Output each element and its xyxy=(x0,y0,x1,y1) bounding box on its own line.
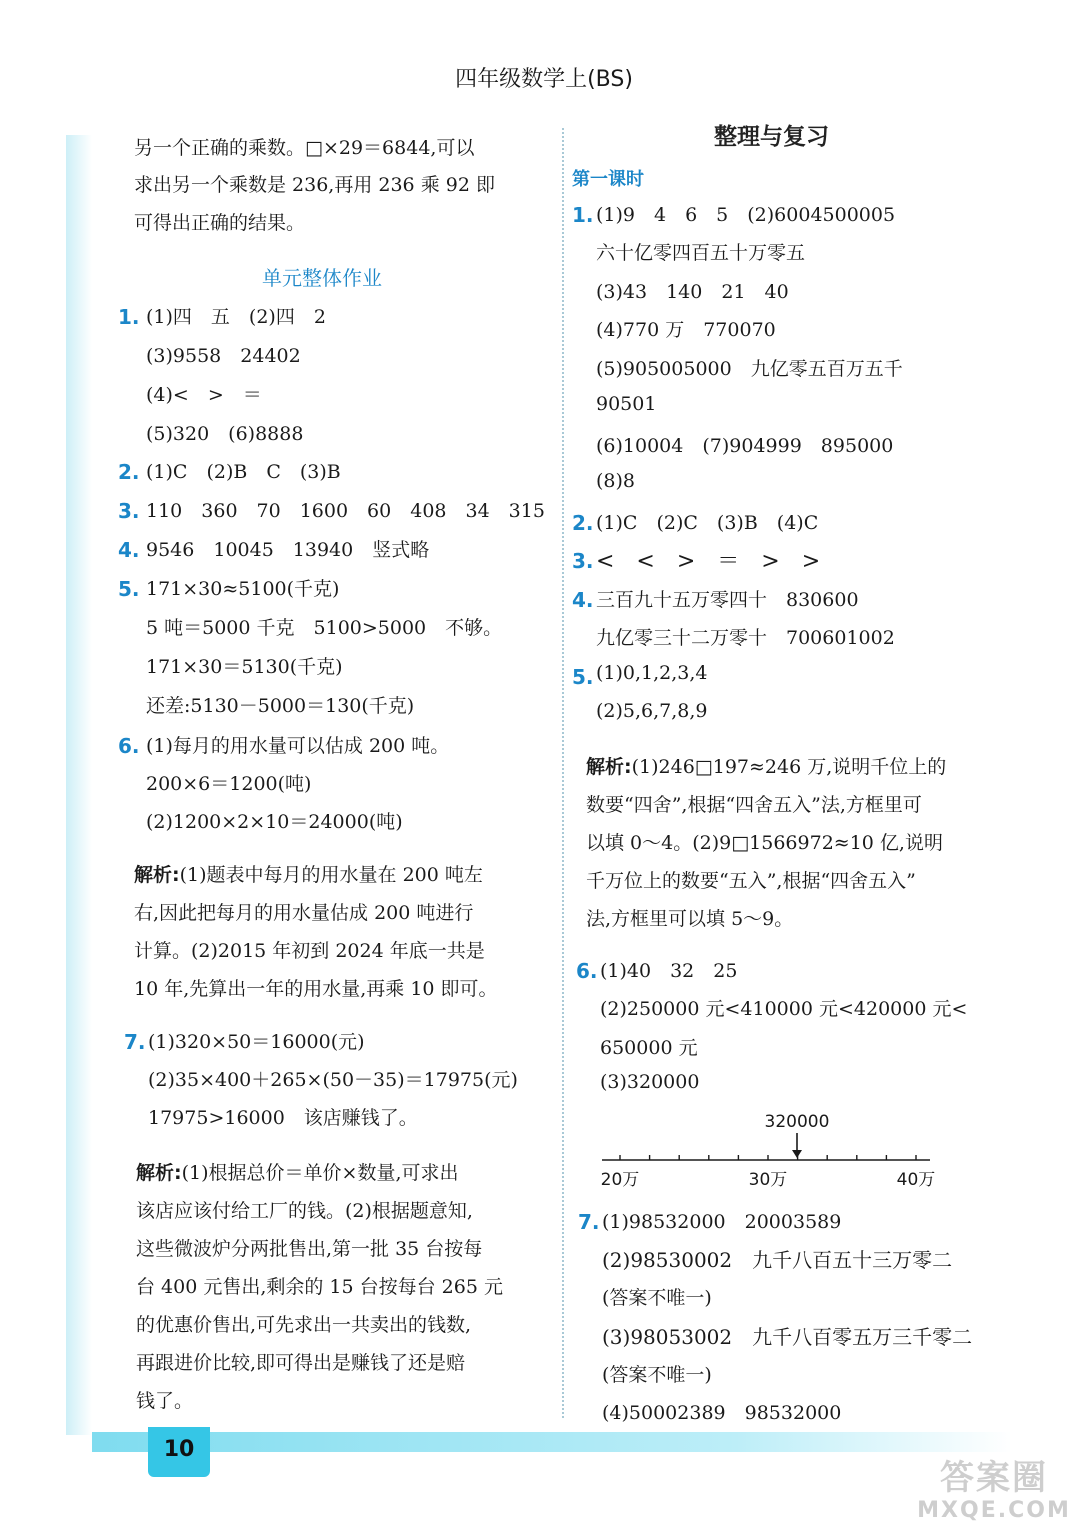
question-number: 4. xyxy=(118,538,140,562)
number-line-label: 20万 xyxy=(600,1170,640,1190)
answer-line: 171×30＝5130(千克) xyxy=(146,656,343,678)
analysis-line: 10 年,先算出一年的用水量,再乘 10 即可。 xyxy=(134,978,498,1000)
section-title: 整理与复习 xyxy=(714,124,829,150)
answer-line: (3)43 140 21 40 xyxy=(596,281,789,303)
analysis-line: 计算。(2)2015 年初到 2024 年底一共是 xyxy=(134,940,485,962)
analysis-line: 解析:(1)246□197≈246 万,说明千位上的 xyxy=(586,756,947,778)
answer-line: (4)< > ＝ xyxy=(146,384,262,406)
bottom-decor-band xyxy=(92,1432,1012,1452)
answer-line: 171×30≈5100(千克) xyxy=(146,578,340,600)
left-decor-band xyxy=(66,135,92,1435)
analysis-line: 钱了。 xyxy=(136,1390,194,1412)
answer-line: 三百九十五万零四十 830600 xyxy=(596,589,859,611)
answer-line: 110 360 70 1600 60 408 34 315 xyxy=(146,500,545,522)
number-line xyxy=(590,1105,950,1190)
answer-line: 还差:5130－5000＝130(千克) xyxy=(146,695,415,717)
answer-line: (2)98530002 九千八百五十三万零二 xyxy=(602,1248,953,1272)
analysis-line: 这些微波炉分两批售出,第一批 35 台按每 xyxy=(136,1238,483,1260)
answer-line: (5)905005000 九亿零五百万五千 xyxy=(596,358,903,380)
page-header: 四年级数学上(BS) xyxy=(455,67,633,92)
analysis-label: 解析: xyxy=(136,1162,182,1184)
question-number: 6. xyxy=(576,959,598,983)
answer-line: (答案不唯一) xyxy=(602,1364,712,1386)
watermark-logo: 答案圈 MXQE.COM xyxy=(917,1458,1071,1523)
number-line-label: 30万 xyxy=(748,1170,788,1190)
intro-line: 另一个正确的乘数。□×29＝6844,可以 xyxy=(134,137,475,159)
answer-line: 六十亿零四百五十万零五 xyxy=(596,242,806,264)
analysis-line: 再跟进价比较,即可得出是赚钱了还是赔 xyxy=(136,1352,466,1374)
question-number: 2. xyxy=(572,511,594,535)
answer-line: (答案不唯一) xyxy=(602,1287,712,1309)
answer-line: (1)每月的用水量可以估成 200 吨。 xyxy=(146,735,450,757)
question-number: 1. xyxy=(572,203,594,227)
question-number: 2. xyxy=(118,460,140,484)
intro-line: 求出另一个乘数是 236,再用 236 乘 92 即 xyxy=(134,174,495,196)
answer-line: (6)10004 (7)904999 895000 xyxy=(596,435,894,457)
analysis-label: 解析: xyxy=(134,864,180,886)
lesson-title: 第一课时 xyxy=(572,169,644,190)
analysis-line: 右,因此把每月的用水量估成 200 吨进行 xyxy=(134,902,474,924)
question-number: 4. xyxy=(572,588,594,612)
answer-line: (1)9 4 6 5 (2)6004500005 xyxy=(596,204,896,226)
answer-line: 九亿零三十二万零十 700601002 xyxy=(596,627,895,649)
answer-line: (1)四 五 (2)四 2 xyxy=(146,306,326,328)
question-number: 7. xyxy=(578,1210,600,1234)
answer-line: (1)320×50＝16000(元) xyxy=(148,1031,365,1053)
answer-line: (1)98532000 20003589 xyxy=(602,1211,842,1233)
answer-line: 5 吨＝5000 千克 5100>5000 不够。 xyxy=(146,617,503,639)
answer-line: 650000 元 xyxy=(600,1037,698,1059)
answer-line: 9546 10045 13940 竖式略 xyxy=(146,539,430,561)
answer-line: (1)40 32 25 xyxy=(600,960,738,982)
analysis-line: 以填 0～4。(2)9□1566972≈10 亿,说明 xyxy=(586,832,943,854)
answer-line: (3)320000 xyxy=(600,1071,700,1093)
question-number: 7. xyxy=(124,1030,146,1054)
analysis-line: 法,方框里可以填 5～9。 xyxy=(586,908,794,930)
question-number: 3. xyxy=(572,549,594,573)
answer-line: (2)1200×2×10＝24000(吨) xyxy=(146,811,403,833)
answer-line: (4)770 万 770070 xyxy=(596,319,776,341)
analysis-label: 解析: xyxy=(586,756,632,778)
answer-line: (2)5,6,7,8,9 xyxy=(596,700,708,722)
analysis-line: 的优惠价售出,可先求出一共卖出的钱数, xyxy=(136,1314,472,1336)
answer-line: (5)320 (6)8888 xyxy=(146,423,304,445)
answer-line: (1)C (2)C (3)B (4)C xyxy=(596,512,819,534)
section-title: 单元整体作业 xyxy=(262,266,382,290)
answer-line: 90501 xyxy=(596,393,657,415)
number-line-label: 40万 xyxy=(896,1170,936,1190)
answer-line: (3)9558 24402 xyxy=(146,345,301,367)
answer-line: (2)35×400＋265×(50－35)＝17975(元) xyxy=(148,1069,518,1091)
question-number: 5. xyxy=(118,577,140,601)
question-number: 6. xyxy=(118,734,140,758)
column-divider xyxy=(562,128,564,1418)
answer-line: (4)50002389 98532000 xyxy=(602,1402,842,1424)
analysis-line: 千万位上的数要“五入”,根据“四舍五入” xyxy=(586,870,916,892)
number-line-marker-label: 320000 xyxy=(764,1112,830,1132)
analysis-line: 数要“四舍”,根据“四舍五入”法,方框里可 xyxy=(586,794,922,816)
page-number: 10 xyxy=(148,1427,210,1477)
question-number: 3. xyxy=(118,499,140,523)
answer-line: (1)C (2)B C (3)B xyxy=(146,461,341,483)
analysis-line: 解析:(1)题表中每月的用水量在 200 吨左 xyxy=(134,864,483,886)
answer-line: < < > ＝ > > xyxy=(596,549,821,574)
answer-line: (3)98053002 九千八百零五万三千零二 xyxy=(602,1325,973,1349)
question-number: 1. xyxy=(118,305,140,329)
question-number: 5. xyxy=(572,665,594,689)
intro-line: 可得出正确的结果。 xyxy=(134,212,306,234)
answer-line: 200×6＝1200(吨) xyxy=(146,773,312,795)
analysis-line: 该店应该付给工厂的钱。(2)根据题意知, xyxy=(136,1200,473,1222)
analysis-line: 解析:(1)根据总价＝单价×数量,可求出 xyxy=(136,1162,459,1184)
answer-line: 17975>16000 该店赚钱了。 xyxy=(148,1107,418,1129)
analysis-line: 台 400 元售出,剩余的 15 台按每台 265 元 xyxy=(136,1276,503,1298)
answer-line: (2)250000 元<410000 元<420000 元< xyxy=(600,998,968,1020)
answer-line: (1)0,1,2,3,4 xyxy=(596,662,708,684)
answer-line: (8)8 xyxy=(596,470,636,492)
